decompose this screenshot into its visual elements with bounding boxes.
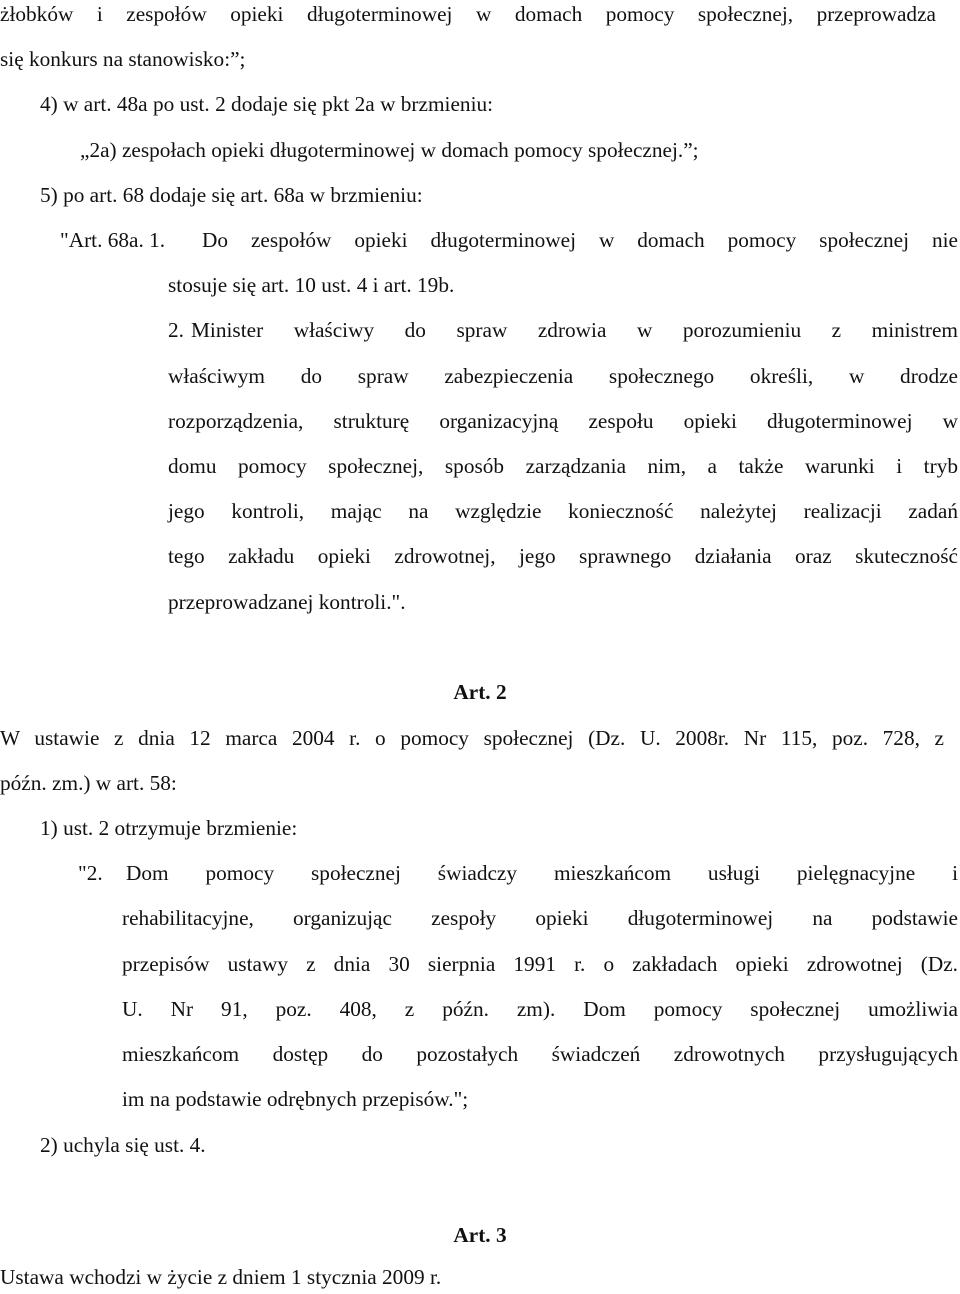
art-2-point-1: 1) ust. 2 otrzymuje brzmienie: <box>40 816 298 840</box>
art-2-quote-line-3: przepisów ustawy z dnia 30 sierpnia 1991 r. o zakładach opieki zdrowotnej (Dz. <box>122 952 958 976</box>
art-68a-p2-line-5: jego kontroli, mając na względzie konieczność należytej realizacji zadań <box>168 499 958 523</box>
art-2-intro-line-1: W ustawie z dnia 12 marca 2004 r. o pomocy społecznej (Dz. U. 2008r. Nr 115, poz. 728, z <box>0 726 944 750</box>
point-4-line: 4) w art. 48a po ust. 2 dodaje się pkt 2a w brzmieniu: <box>40 92 494 116</box>
art-68a-p2-number: 2. <box>168 318 184 342</box>
point-5-line: 5) po art. 68 dodaje się art. 68a w brzmieniu: <box>40 183 423 207</box>
intro-line-2: się konkurs na stanowisko:”; <box>0 47 246 71</box>
art-2-intro-line-2: późn. zm.) w art. 58: <box>0 771 177 795</box>
intro-line-1: żłobków i zespołów opieki długoterminowej w domach pomocy społecznej, przeprowadza <box>0 2 936 26</box>
art-68a-p2-line-2: właściwym do spraw zabezpieczenia społecznego określi, w drodze <box>168 364 958 388</box>
art-3-heading: Art. 3 <box>453 1223 507 1247</box>
art-68a-p2-line-4: domu pomocy społecznej, sposób zarządzania nim, a także warunki i tryb <box>168 454 958 478</box>
art-68a-p2-line-1: Minister właściwy do spraw zdrowia w porozumieniu z ministrem <box>191 318 958 342</box>
art-2-quote-line-1: Dom pomocy społecznej świadczy mieszkańcom usługi pielęgnacyjne i <box>126 861 958 885</box>
art-2-quote-line-2: rehabilitacyjne, organizując zespoły opieki długoterminowej na podstawie <box>122 906 958 930</box>
art-2-heading: Art. 2 <box>453 680 507 704</box>
art-2-quote-line-6: im na podstawie odrębnych przepisów."; <box>122 1087 469 1111</box>
art-68a-p2-line-3: rozporządzenia, strukturę organizacyjną zespołu opieki długoterminowej w <box>168 409 958 433</box>
art-68a-heading: "Art. 68a. 1. <box>60 228 166 252</box>
art-68a-p2-line-7: przeprowadzanej kontroli.". <box>168 590 406 614</box>
art-2-quote-number: "2. <box>78 861 103 885</box>
art-2-quote-line-5: mieszkańcom dostęp do pozostałych świadczeń zdrowotnych przysługujących <box>122 1042 958 1066</box>
art-68a-p2-line-6: tego zakładu opieki zdrowotnej, jego sprawnego działania oraz skuteczność <box>168 544 958 568</box>
art-68a-p1-line-2: stosuje się art. 10 ust. 4 i art. 19b. <box>168 273 455 297</box>
art-2-point-2: 2) uchyla się ust. 4. <box>40 1133 206 1157</box>
art-68a-p1-line-1: Do zespołów opieki długoterminowej w domach pomocy społecznej nie <box>202 228 958 252</box>
art-3-text: Ustawa wchodzi w życie z dniem 1 stycznia 2009 r. <box>0 1265 442 1289</box>
point-4-quote: „2a) zespołach opieki długoterminowej w domach pomocy społecznej.”; <box>80 138 699 162</box>
art-2-quote-line-4: U. Nr 91, poz. 408, z późn. zm). Dom pomocy społecznej umożliwia <box>122 997 958 1021</box>
